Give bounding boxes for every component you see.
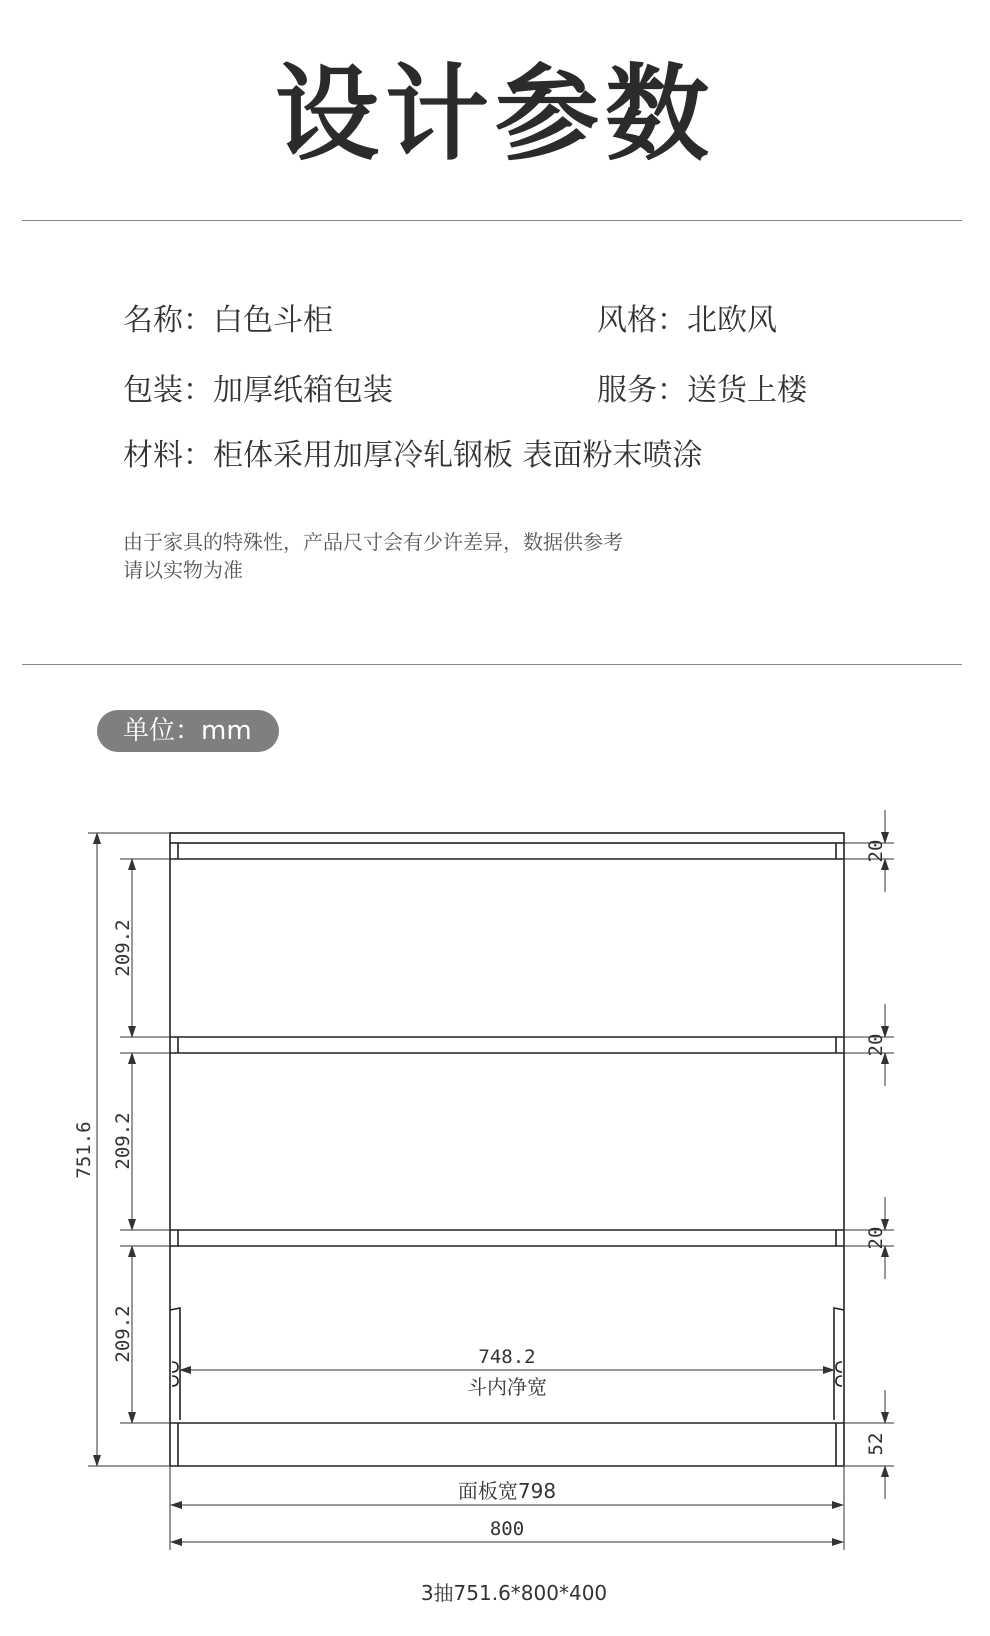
panel-width-label: 面板宽798 <box>457 1479 557 1503</box>
model-caption: 3抽751.6*800*400 <box>420 1581 608 1605</box>
disclaimer-line-1: 由于家具的特殊性，产品尺寸会有少许差异，数据供参考 <box>123 530 623 554</box>
total-width-label: 800 <box>489 1518 525 1540</box>
drawer-height-label-3: 209.2 <box>112 1305 134 1363</box>
inner-width-label: 斗内净宽 <box>467 1375 547 1399</box>
cabinet-outline <box>170 833 844 1466</box>
dimension-lines <box>88 810 894 1550</box>
rail-height-label-2: 20 <box>865 1033 887 1057</box>
spec-style: 风格：北欧风 <box>597 303 777 338</box>
drawer-height-label-1: 209.2 <box>112 919 134 977</box>
base-height-label: 52 <box>865 1432 887 1456</box>
spec-service: 服务：送货上楼 <box>597 373 807 408</box>
rail-height-label-3: 20 <box>865 1226 887 1250</box>
disclaimer-line-2: 请以实物为准 <box>123 558 243 582</box>
page-title: 设计参数 <box>274 53 715 175</box>
spec-packaging: 包装：加厚纸箱包装 <box>123 373 393 408</box>
inner-width-value: 748.2 <box>478 1346 536 1368</box>
rail-height-label-1: 20 <box>865 839 887 863</box>
total-height-label: 751.6 <box>73 1121 95 1179</box>
spec-material: 材料：柜体采用加厚冷轧钢板 表面粉末喷涂 <box>123 438 703 473</box>
spec-name: 名称：白色斗柜 <box>123 303 333 338</box>
unit-badge: 单位：mm <box>97 710 279 752</box>
drawer-height-label-2: 209.2 <box>112 1112 134 1170</box>
